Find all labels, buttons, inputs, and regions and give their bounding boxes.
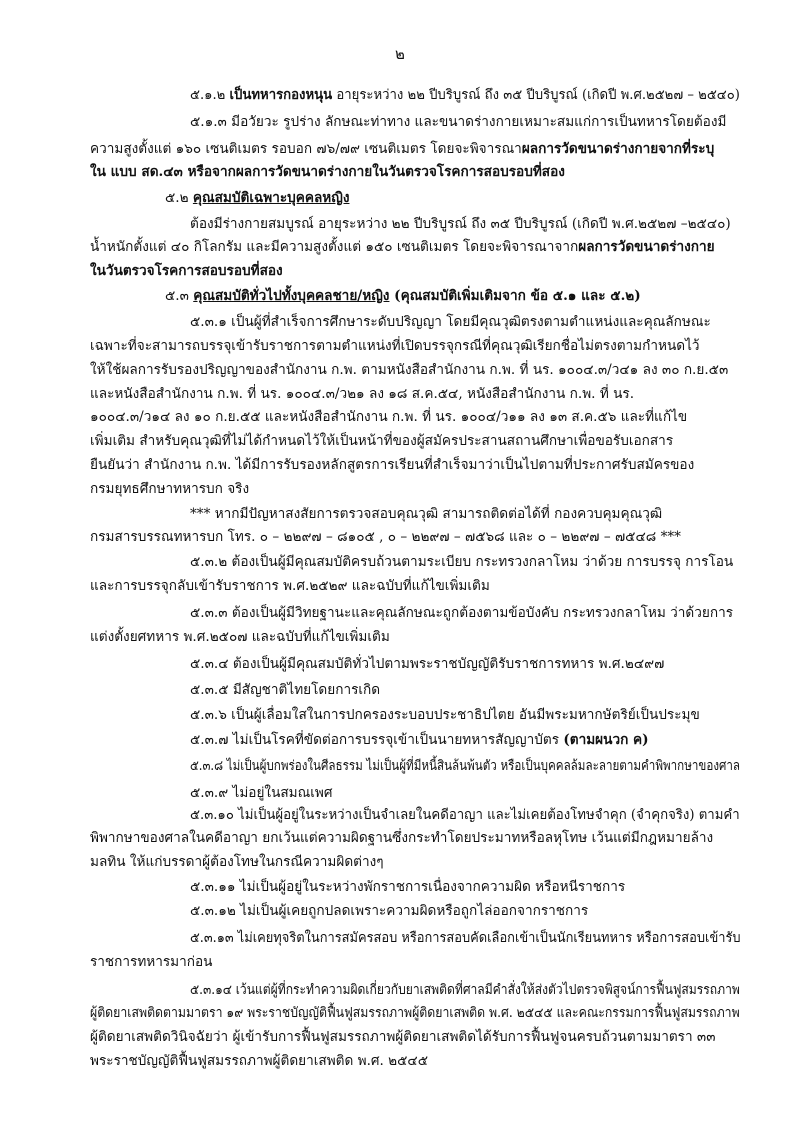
text-line: [90, 163, 565, 181]
text-segment: ๕.๓.๗ ไม่เป็นโรคที่ขัดต่อการบรรจุเข้าเป็นนายทหารสัญญาบัตร: [190, 732, 564, 748]
text-line: [190, 981, 740, 999]
text-segment: ราชการทหารมาก่อน: [90, 954, 213, 970]
text-segment: กรมยุทธศึกษาทหารบก จริง: [90, 481, 250, 497]
text-segment: ๕.๓.๑๓ ไม่เคยทุจริตในการสมัครสอบ หรือการสอบคัดเลือกเข้าเป็นนักเรียนทหาร หรือการสอบเข้ารับ: [190, 930, 741, 946]
text-segment: *** หากมีปัญหาสงสัยการตรวจสอบคุณวุฒิ สามารถติดต่อได้ที่ กองควบคุมคุณวุฒิ: [190, 506, 663, 522]
text-segment: ๕.๓.๑๒ ไม่เป็นผู้เคยถูกปลดเพราะความผิดหรือถูกไล่ออกจากราชการ: [190, 903, 589, 919]
text-segment: ๕.๓.๔ ต้องเป็นผู้มีคุณสมบัติทั่วไปตามพระราชบัญญัติรับราชการทหาร พ.ศ.๒๔๙๗: [190, 656, 665, 672]
text-segment: ๕.๓.๕ มีสัญชาติไทยโดยการเกิด: [190, 682, 381, 698]
text-line: [90, 1004, 740, 1022]
text-segment: และหนังสือสำนักงาน ก.พ. ที่ นร. ๑๐๐๔.๓/ว๒๑ ลง ๑๘ ส.ค.๕๔, หนังสือสำนักงาน ก.พ. ที่ นร.: [90, 386, 635, 402]
text-segment: ๕.๓.๑๔ เว้นแต่ผู้ที่กระทำความผิดเกี่ยวกับยาเสพติดที่ศาลมีคำสั่งให้ส่งตัวไปตรวจพิสูจน์การฟื้นฟูสมรรถภาพ: [190, 982, 740, 998]
bold-text: คุณสมบัติเฉพาะบุคคลหญิง: [192, 190, 350, 206]
text-line: [190, 757, 740, 775]
text-segment: ๕.๑.๒: [190, 87, 230, 103]
text-segment: พิพากษาของศาลในคดีอาญา ยกเว้นแต่ความผิดฐานซึ่งกระทำโดยประมาทหรือลหุโทษ เว้นแต่มีกฎหมายล้าง: [90, 830, 714, 846]
text-segment: ๕.๓: [165, 288, 194, 304]
bold-text: (ตามผนวก ค): [563, 732, 649, 748]
text-segment: เพิ่มเติม สำหรับคุณวุฒิที่ไม่ได้กำหนดไว้ให้เป็นหน้าที่ของผู้สมัครประสานสถานศึกษาเพื่อขอรับเอกสาร: [90, 433, 674, 449]
text-segment: อายุระหว่าง ๒๒ ปีบริบูรณ์ ถึง ๓๕ ปีบริบูรณ์ (เกิดปี พ.ศ.๒๕๒๗ – ๒๕๔๐): [332, 87, 740, 103]
text-line: [190, 313, 711, 331]
text-line: [90, 853, 384, 871]
bold-text: ใน แบบ สด.๔๓ หรือจากผลการวัดขนาดร่างกายในวันตรวจโรคการสอบรอบที่สอง: [90, 164, 565, 180]
text-segment: ๕.๓.๑๐ ไม่เป็นผู้อยู่ในระหว่างเป็นจำเลยในคดีอาญา และไม่เคยต้องโทษจำคุก (จำคุกจริง) ตามคำ: [190, 807, 740, 823]
text-line: [190, 113, 726, 131]
text-line: [190, 878, 625, 896]
text-line: [165, 287, 641, 305]
text-line: [190, 505, 662, 523]
bold-text: คุณสมบัติทั่วไปทั้งบุคคลชาย/หญิง: [193, 288, 390, 304]
text-segment: ยืนยันว่า สำนักงาน ก.พ. ได้มีการรับรองหลักสูตรการเรียนที่สำเร็จมาว่าเป็นไปตามที่ประกาศรับสมัครของ: [90, 457, 695, 473]
text-line: [90, 337, 700, 355]
text-line: [90, 238, 715, 256]
bold-text: ผลการวัดขนาดร่างกายจากที่ระบุ: [521, 141, 715, 157]
text-segment: น้ำหนักตั้งแต่ ๔๐ กิโลกรัม และมีความสูงตั้งแต่ ๑๕๐ เซนติเมตร โดยจะพิจารณาจาก: [90, 239, 579, 255]
text-line: [190, 731, 649, 749]
text-segment: และการบรรจุกลับเข้ารับราชการ พ.ศ.๒๕๒๙ และฉบับที่แก้ไขเพิ่มเติม: [90, 578, 490, 594]
bold-text: (คุณสมบัติเพิ่มเติมจาก ข้อ ๕.๑ และ ๕.๒): [389, 288, 641, 304]
text-segment: ๕.๒: [165, 190, 193, 206]
text-line: [90, 385, 634, 403]
text-line: [190, 902, 588, 920]
text-line: [90, 480, 249, 498]
page-number: ๒: [395, 45, 405, 63]
text-segment: ๕.๑.๓ มีอวัยวะ รูปร่าง ลักษณะท่าทาง และขนาดร่างกายเหมาะสมแก่การเป็นทหารโดยต้องมี: [190, 114, 727, 130]
text-line: [190, 806, 740, 824]
text-line: [90, 432, 673, 450]
text-line: [90, 628, 390, 646]
text-line: [90, 577, 490, 595]
text-segment: ๕.๓.๓ ต้องเป็นผู้มีวิทยฐานะและคุณลักษณะถูกต้องตามข้อบังคับ กระทรวงกลาโหม ว่าด้วยการ: [190, 605, 734, 621]
text-line: [190, 553, 733, 571]
text-line: [90, 361, 728, 379]
text-line: [190, 784, 332, 802]
text-segment: ผู้ติดยาเสพติดวินิจฉัยว่า ผู้เข้ารับการฟื้นฟูสมรรถภาพผู้ติดยาเสพติดได้รับการฟื้นฟูจนครบถ้วนตามมาตรา ๓๓: [90, 1029, 716, 1045]
text-line: [90, 1028, 716, 1046]
text-segment: ๕.๓.๑๑ ไม่เป็นผู้อยู่ในระหว่างพักราชการเนื่องจากความผิด หรือหนีราชการ: [190, 879, 626, 895]
text-line: [90, 456, 694, 474]
text-line: [90, 140, 714, 158]
text-line: [90, 408, 687, 426]
text-line: [190, 681, 380, 699]
text-segment: ต้องมีร่างกายสมบูรณ์ อายุระหว่าง ๒๒ ปีบริบูรณ์ ถึง ๓๕ ปีบริบูรณ์ (เกิดปี พ.ศ.๒๕๒๗ –๒๕๔๐): [190, 216, 731, 232]
text-line: [90, 1052, 428, 1070]
text-segment: ๕.๓.๙ ไม่อยู่ในสมณเพศ: [190, 785, 333, 801]
bold-text: ผลการวัดขนาดร่างกาย: [578, 239, 715, 255]
text-line: [190, 86, 740, 104]
text-segment: ๕.๓.๖ เป็นผู้เลื่อมใสในการปกครองระบอบประชาธิปไตย อันมีพระมหากษัตริย์เป็นประมุข: [190, 707, 700, 723]
bold-text: ในวันตรวจโรคการสอบรอบที่สอง: [90, 263, 283, 279]
text-segment: แต่งตั้งยศทหาร พ.ศ.๒๕๐๗ และฉบับที่แก้ไขเพิ่มเติม: [90, 629, 390, 645]
text-line: [190, 604, 733, 622]
text-line: [90, 829, 713, 847]
text-segment: เฉพาะที่จะสามารถบรรจุเข้ารับราชการตามตำแหน่งที่เปิดบรรจุกรณีที่คุณวุฒิเรียกชื่อไม่ตรงตามกำหนดไว้: [90, 338, 700, 354]
text-line: [90, 953, 212, 971]
text-line: [190, 706, 700, 724]
text-segment: ความสูงตั้งแต่ ๑๖๐ เซนติเมตร รอบอก ๗๖/๗๙ เซนติเมตร โดยจะพิจารณา: [90, 141, 522, 157]
text-segment: ๕.๓.๑ เป็นผู้ที่สำเร็จการศึกษาระดับปริญญา โดยมีคุณวุฒิตรงตามตำแหน่งและคุณลักษณะ: [190, 314, 711, 330]
text-segment: ๕.๓.๒ ต้องเป็นผู้มีคุณสมบัติครบถ้วนตามระเบียบ กระทรวงกลาโหม ว่าด้วย การบรรจุ การโอน: [190, 554, 734, 570]
text-segment: มลทิน ให้แก่บรรดาผู้ต้องโทษในกรณีความผิดต่างๆ: [90, 854, 384, 870]
text-line: [190, 655, 664, 673]
text-line: [90, 528, 681, 546]
text-segment: ๕.๓.๘ ไม่เป็นผู้บกพร่องในศีลธรรม ไม่เป็นผู้ที่มีหนี้สินล้นพ้นตัว หรือเป็นบุคคลล้มละลายตามคำพิพากษาของศาล: [190, 758, 741, 774]
text-line: [190, 929, 741, 947]
text-segment: ๑๐๐๔.๓/ว๑๔ ลง ๑๐ ก.ย.๕๕ และหนังสือสำนักงาน ก.พ. ที่ นร. ๑๐๐๔/ว๑๑ ลง ๑๓ ส.ค.๕๖ และที่แก้ไข: [90, 409, 688, 425]
text-line: [90, 262, 283, 280]
text-line: [190, 215, 731, 233]
text-line: [165, 189, 349, 207]
bold-text: เป็นทหารกองหนุน: [229, 87, 333, 103]
text-segment: กรมสารบรรณทหารบก โทร. ๐ – ๒๒๙๗ – ๘๑๐๕ , ๐ – ๒๒๙๗ – ๗๕๖๘ และ ๐ – ๒๒๙๗ – ๗๕๔๘ ***: [90, 529, 681, 545]
text-segment: พระราชบัญญัติฟื้นฟูสมรรถภาพผู้ติดยาเสพติด พ.ศ. ๒๕๔๕: [90, 1053, 429, 1069]
text-segment: ให้ใช้ผลการรับรองปริญญาของสำนักงาน ก.พ. ตามหนังสือสำนักงาน ก.พ. ที่ นร. ๑๐๐๔.๓/ว๔๑ ลง ๓๐ ก.ย.๕๓: [90, 362, 729, 378]
text-segment: ผู้ติดยาเสพติดตามมาตรา ๑๙ พระราชบัญญัติฟื้นฟูสมรรถภาพผู้ติดยาเสพติด พ.ศ. ๒๕๔๕ และคณะกรรมการฟื้นฟูสมรรถภาพ: [90, 1005, 740, 1021]
